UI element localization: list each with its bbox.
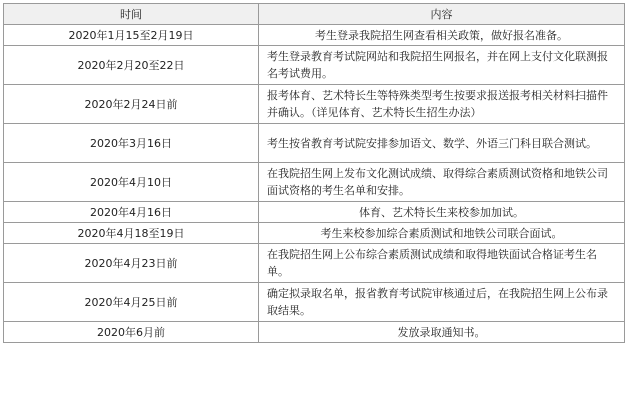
column-header-content: 内容: [259, 4, 625, 25]
admission-schedule-table: [3, 3, 625, 343]
table-row: [4, 85, 625, 124]
row-content: 考生按省教育考试院安排参加语文、数学、外语三门科目联合测试。: [259, 124, 625, 163]
row-time: 2020年2月20至22日: [4, 46, 259, 85]
column-header-time: 时间: [4, 4, 259, 25]
table-row: [4, 322, 625, 343]
row-content: 确定拟录取名单，报省教育考试院审核通过后，在我院招生网上公布录取结果。: [259, 283, 625, 322]
row-content: 考生登录教育考试院网站和我院招生网报名，并在网上支付文化联测报名考试费用。: [259, 46, 625, 85]
table-row: [4, 202, 625, 223]
row-content: 体育、艺术特长生来校参加加试。: [259, 202, 625, 223]
row-time: 2020年6月前: [4, 322, 259, 343]
table-row: [4, 223, 625, 244]
table-row: [4, 25, 625, 46]
table-row: [4, 283, 625, 322]
row-content: 在我院招生网上公布综合素质测试成绩和取得地铁面试合格证考生名单。: [259, 244, 625, 283]
row-time: 2020年4月23日前: [4, 244, 259, 283]
row-time: 2020年2月24日前: [4, 85, 259, 124]
row-content: 报考体育、艺术特长生等特殊类型考生按要求报送报考相关材料扫描件并确认。（详见体育、艺术特长生招生办法）: [259, 85, 625, 124]
row-time: 2020年4月25日前: [4, 283, 259, 322]
row-content: 考生来校参加综合素质测试和地铁公司联合面试。: [259, 223, 625, 244]
row-time: 2020年4月10日: [4, 163, 259, 202]
table-row: [4, 46, 625, 85]
table-header-row: [4, 4, 625, 25]
row-time: 2020年4月18至19日: [4, 223, 259, 244]
row-content: 发放录取通知书。: [259, 322, 625, 343]
row-time: 2020年4月16日: [4, 202, 259, 223]
row-content: 考生登录我院招生网查看相关政策，做好报名准备。: [259, 25, 625, 46]
table-row: [4, 124, 625, 163]
row-time: 2020年3月16日: [4, 124, 259, 163]
table-row: [4, 163, 625, 202]
row-content: 在我院招生网上发布文化测试成绩、取得综合素质测试资格和地铁公司面试资格的考生名单和安排。: [259, 163, 625, 202]
row-time: 2020年1月15至2月19日: [4, 25, 259, 46]
table-row: [4, 244, 625, 283]
